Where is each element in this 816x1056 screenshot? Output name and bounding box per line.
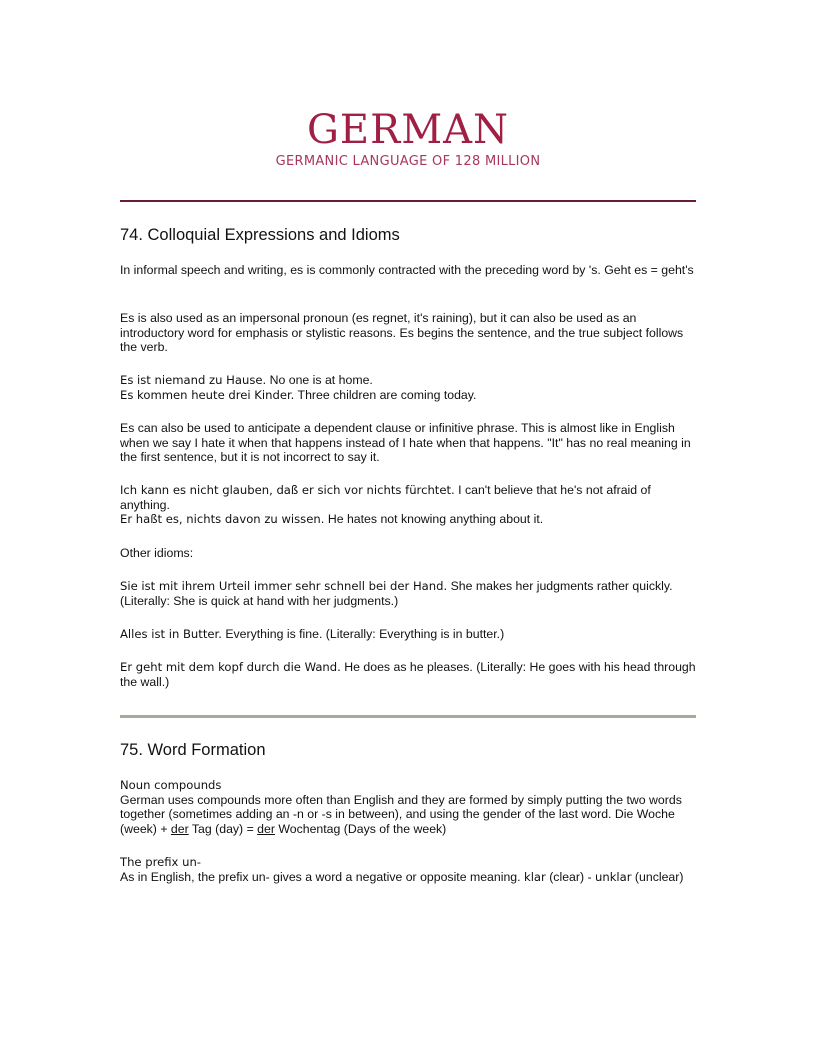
article-der: der (170, 822, 189, 837)
other-idioms-label: Other idioms: (120, 546, 194, 560)
idiom-3 (120, 660, 700, 689)
logo-title: GERMAN (306, 107, 510, 153)
example-german: unklar (595, 869, 632, 884)
example-german: Es kommen heute drei Kinder. (120, 387, 295, 402)
paragraph-impersonal: Es is also used as an impersonal pronoun (es regnet, it's raining), but it can also be used as an introductory word for emphasis or stylistic reasons. Es begins the sentence, and the true subject follows the verb. (120, 311, 684, 355)
prefix-un-text: (unclear) (631, 869, 684, 884)
idiom-german: Er geht mit dem kopf durch die Wand. (120, 660, 341, 674)
section-heading-75: 75. Word Formation (120, 741, 266, 759)
noun-compounds-text: Tag (day) = (188, 822, 258, 837)
idiom-english: She makes her judgments rather quickly. (Literally: She is quick at hand with her judgments.) (120, 579, 673, 608)
section-heading-74: 74. Colloquial Expressions and Idioms (120, 226, 400, 244)
example-german: Er haßt es, nichts davon zu wissen. (120, 512, 325, 527)
example-german: Ich kann es nicht glauben, daß er sich vor nichts fürchtet. (120, 483, 455, 497)
example-german: klar (523, 869, 546, 884)
idiom-english: Everything is fine. (Literally: Everything is in butter.) (221, 627, 505, 641)
example-english: Three children are coming today. (294, 387, 477, 402)
example-english: He hates not knowing anything about it. (324, 512, 544, 527)
header-divider (120, 200, 696, 202)
idiom-1 (120, 579, 700, 608)
article-der: der (257, 822, 275, 837)
idiom-english: He does as he pleases. (Literally: He goes with his head through the wall.) (120, 660, 696, 689)
noun-compounds-text: Wochentag (Days of the week) (274, 822, 447, 837)
idiom-german: Alles ist in Butter. (120, 627, 222, 641)
idiom-german: Sie ist mit ihrem Urteil immer sehr schnell bei der Hand. (120, 579, 448, 593)
example-block-2 (120, 483, 700, 527)
paragraph-contraction: In informal speech and writing, es is commonly contracted with the preceding word by 's. Geht es = geht's (120, 263, 694, 277)
prefix-un-text: As in English, the prefix un- gives a word a negative or opposite meaning. (120, 869, 524, 884)
example-block-1 (120, 373, 700, 402)
example-german: Es ist niemand zu Hause. (120, 373, 267, 387)
noun-compounds-label: Noun compounds (120, 778, 222, 792)
prefix-un-block (120, 855, 700, 884)
noun-compounds-text: German uses compounds more often than English and they are formed by simply putting the two words together (sometimes adding an -n or -s in between), and using the gender of the last word. Die Woche (week) + (120, 792, 682, 837)
example-english: No one is at home. (266, 373, 373, 387)
idiom-2 (120, 627, 700, 642)
prefix-un-text: (clear) - (545, 869, 595, 884)
example-english: I can't believe that he's not afraid of anything. (120, 483, 651, 512)
paragraph-anticipate: Es can also be used to anticipate a dependent clause or infinitive phrase. This is almost like in English when we say I hate it when that happens instead of I hate when that happens. "It" has no real meaning in the first sentence, but it is not incorrect to say it. (120, 421, 691, 465)
section-divider (120, 715, 696, 718)
prefix-un-label: The prefix un- (120, 855, 201, 869)
logo-subtitle: GERMANIC LANGUAGE OF 128 MILLION (275, 154, 541, 169)
noun-compounds-block (120, 778, 700, 837)
